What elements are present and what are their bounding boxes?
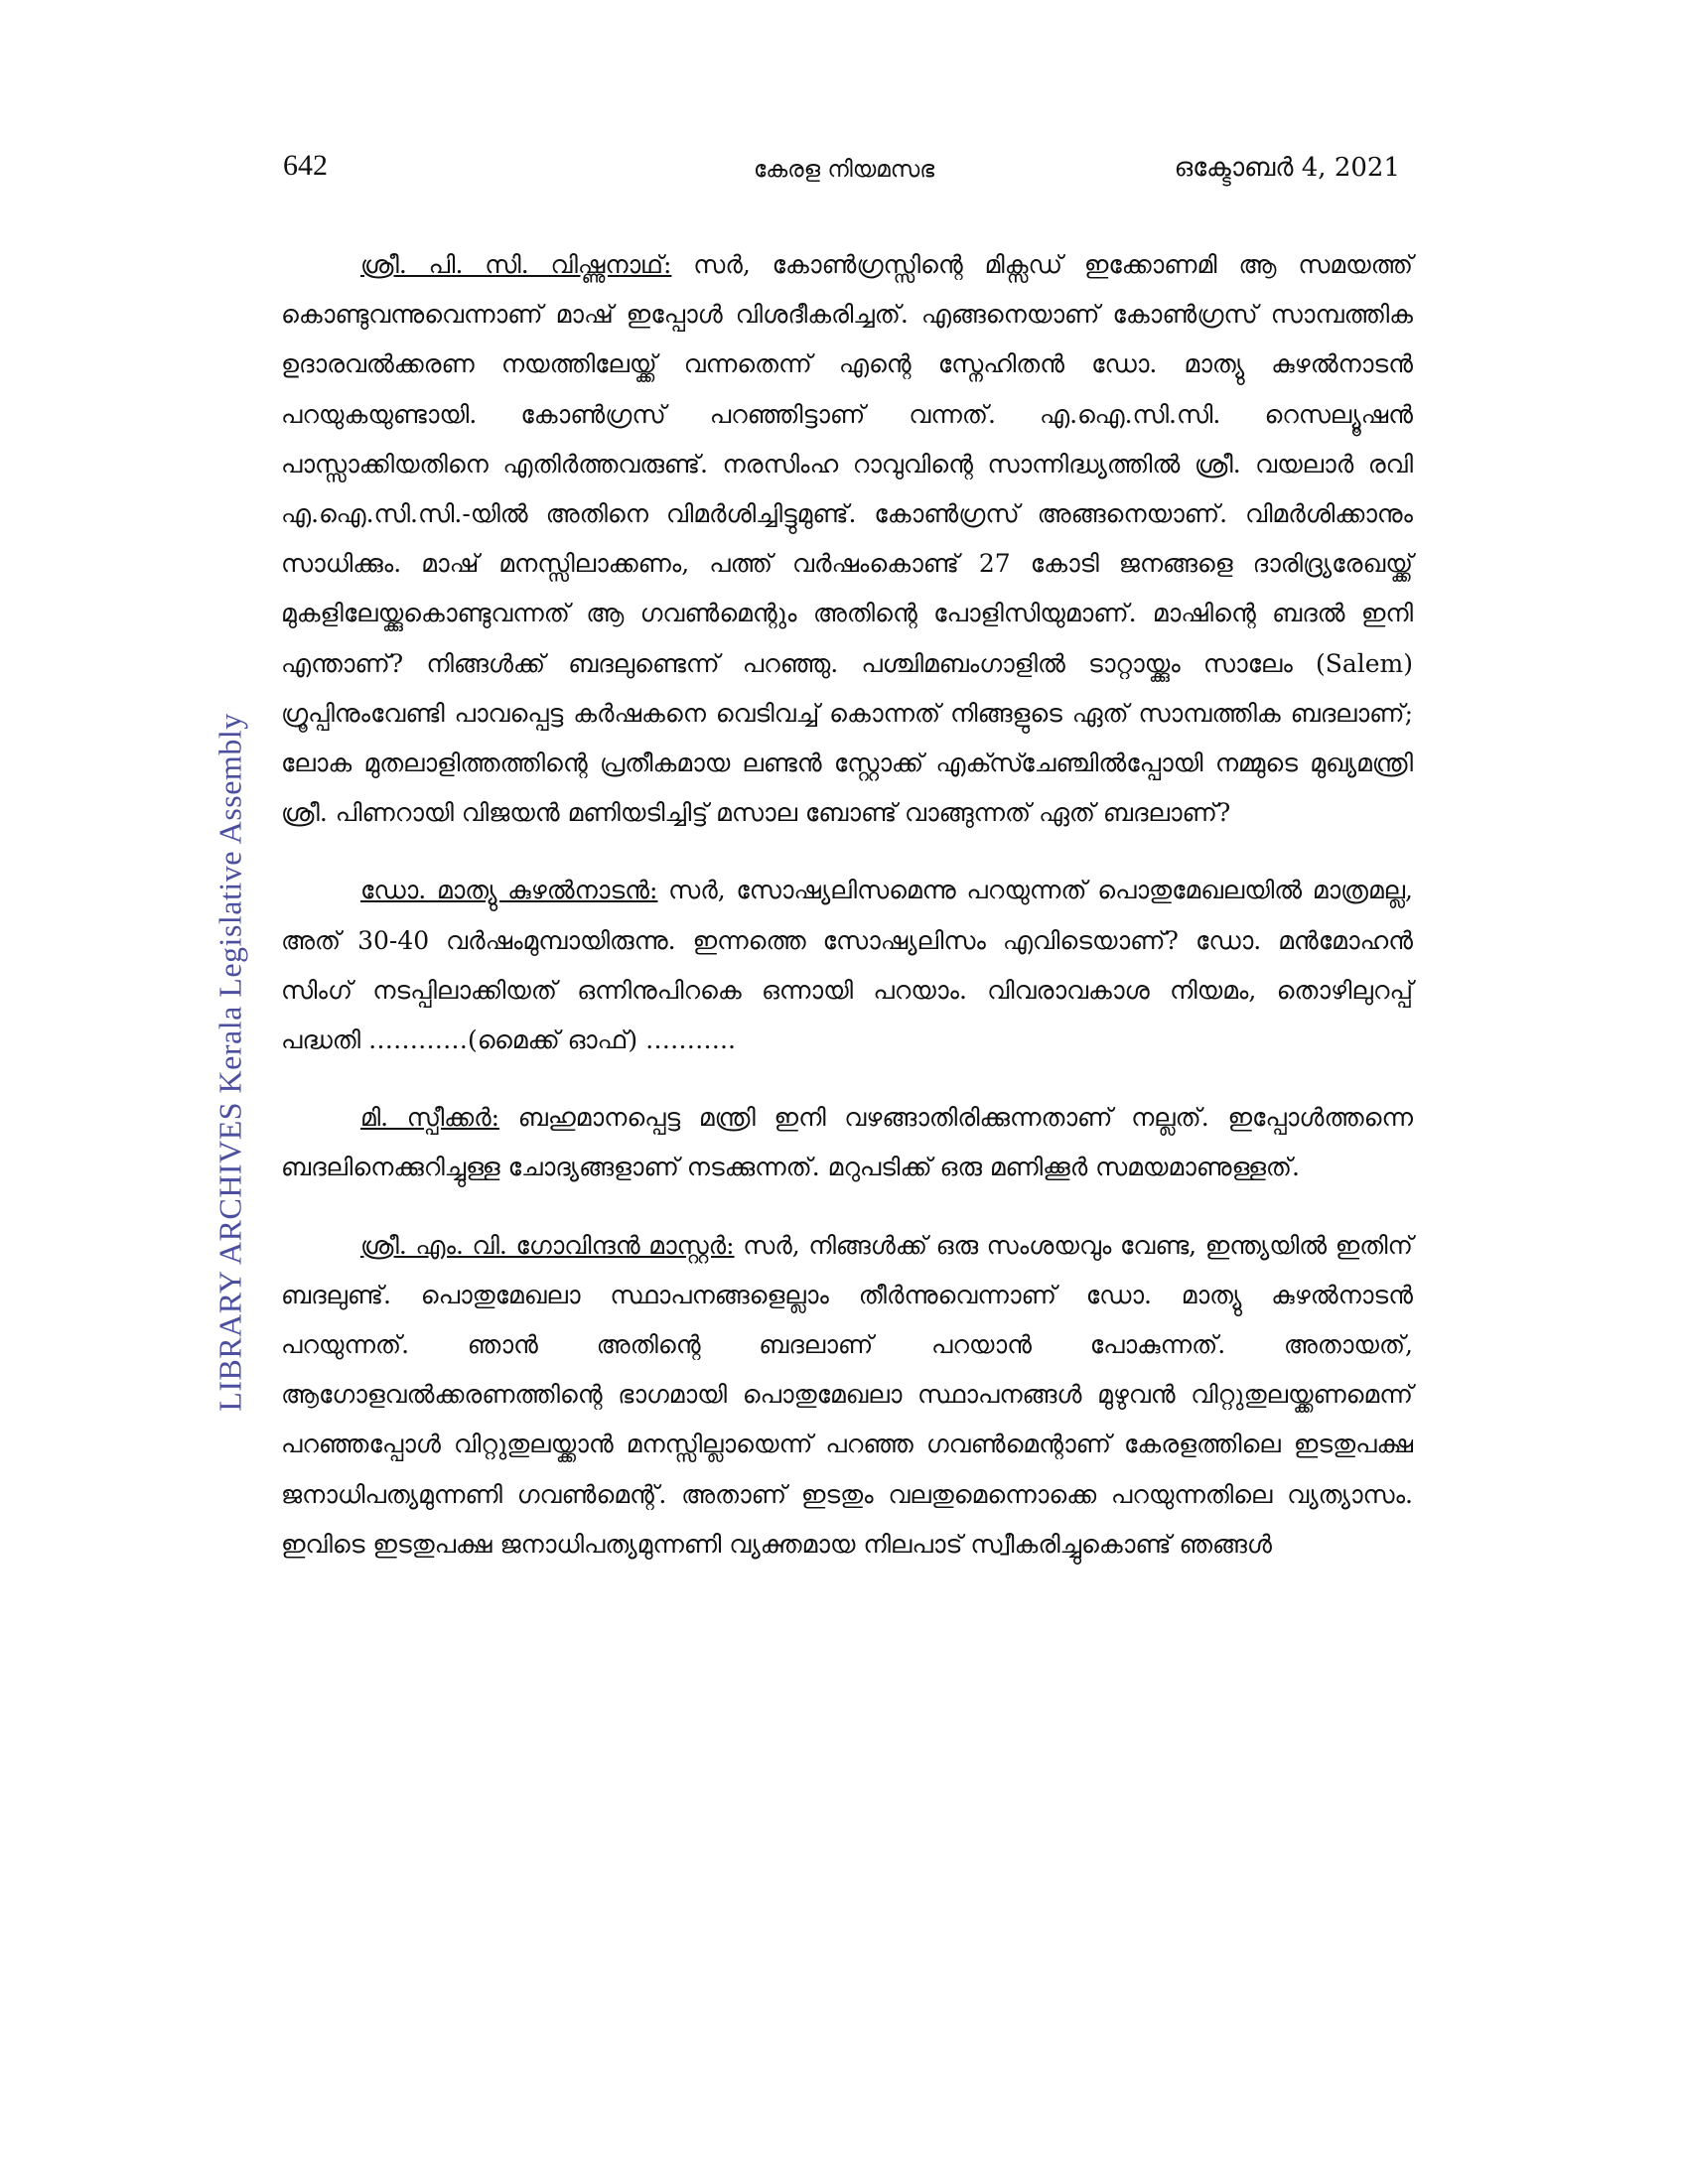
speech-text: സർ, നിങ്ങൾക്ക് ഒരു സംശയവും വേണ്ട, ഇന്ത്യയിൽ ഇതിന് ബദലുണ്ട്. പൊതുമേഖലാ സ്ഥാപനങ്ങളെല്ലാം തീർന്നുവെന്നാണ് ഡോ. മാത്യു കുഴൽനാടൻ പറയുന്നത്. ഞാൻ അതിന്റെ ബദലാണ് പറയാൻ പോകുന്നത്. അതായത്, ആഗോളവൽക്കരണത്തിന്റെ ഭാഗമായി പൊതുമേഖലാ സ്ഥാപനങ്ങൾ മുഴുവൻ വിറ്റുതുലയ്ക്കണമെന്ന് പറഞ്ഞപ്പോൾ വിറ്റുതുലയ്ക്കാൻ മനസ്സില്ലായെന്ന് പറഞ്ഞ ഗവൺമെന്റാണ് കേരളത്തിലെ ഇടതുപക്ഷ ജനാധിപത്യമുന്നണി ഗവൺമെന്റ്. അതാണ് ഇടതും വലതുമെന്നൊക്കെ പറയുന്നതിലെ വ്യത്യാസം. ഇവിടെ ഇടതുപക്ഷ ജനാധിപത്യമുന്നണി വ്യക്തമായ നിലപാട് സ്വീകരിച്ചുകൊണ്ട് ഞങ്ങൾ	[281, 1230, 1413, 1559]
running-title: കേരള നിയമസഭ	[753, 157, 935, 183]
speech-text: സർ, കോൺഗ്രസ്സിന്റെ മിക്സഡ് ഇക്കോണമി ആ സമയത്ത് കൊണ്ടുവന്നുവെന്നാണ് മാഷ് ഇപ്പോൾ വിശദീകരിച്ചത്. എങ്ങനെയാണ് കോൺഗ്രസ് സാമ്പത്തിക ഉദാരവൽക്കരണ നയത്തിലേയ്ക്ക് വന്നതെന്ന് എന്റെ സ്നേഹിതൻ ഡോ. മാത്യു കുഴൽനാടൻ പറയുകയുണ്ടായി. കോൺഗ്രസ് പറഞ്ഞിട്ടാണ് വന്നത്. എ.ഐ.സി.സി. റെസല്യൂഷൻ പാസ്സാക്കിയതിനെ എതിർത്തവരുണ്ട്. നരസിംഹ റാവുവിന്റെ സാന്നിദ്ധ്യത്തിൽ ശ്രീ. വയലാർ രവി എ.ഐ.സി.സി.-യിൽ അതിനെ വിമർശിച്ചിട്ടുമുണ്ട്. കോൺഗ്രസ് അങ്ങനെയാണ്. വിമർശിക്കാനും സാധിക്കും. മാഷ് മനസ്സിലാക്കണം, പത്ത് വർഷംകൊണ്ട് 27 കോടി ജനങ്ങളെ ദാരിദ്ര്യരേഖയ്ക്ക് മുകളിലേയ്ക്കുകൊണ്ടുവന്നത് ആ ഗവൺമെന്റും അതിന്റെ പോളിസിയുമാണ്. മാഷിന്റെ ബദൽ ഇനി എന്താണ്? നിങ്ങൾക്ക് ബദലുണ്ടെന്ന് പറഞ്ഞു. പശ്ചിമബംഗാളിൽ ടാറ്റായ്ക്കും സാലേം (Salem) ഗ്രൂപ്പിനുംവേണ്ടി പാവപ്പെട്ട കർഷകനെ വെടിവച്ച് കൊന്നത് നിങ്ങളുടെ ഏത് സാമ്പത്തിക ബദലാണ്; ലോക മുതലാളിത്തത്തിന്റെ പ്രതീകമായ ലണ്ടൻ സ്റ്റോക്ക് എക്സ്ചേഞ്ചിൽപ്പോയി നമ്മുടെ മുഖ്യമന്ത്രി ശ്രീ. പിണറായി വിജയൻ മണിയടിച്ചിട്ട് മസാല ബോണ്ട് വാങ്ങുന്നത് ഏത് ബദലാണ്?	[281, 250, 1413, 828]
proceedings-body	[281, 240, 1413, 1597]
page-date: ഒക്ടോബർ 4, 2021	[1174, 153, 1400, 183]
speech-text: ബഹുമാനപ്പെട്ട മന്ത്രി ഇനി വഴങ്ങാതിരിക്കുന്നതാണ് നല്ലത്. ഇപ്പോൾത്തന്നെ ബദലിനെക്കുറിച്ചുള്ള ചോദ്യങ്ങളാണ് നടക്കുന്നത്. മറുപടിക്ക് ഒരു മണിക്കൂർ സമയമാണുള്ളത്.	[281, 1103, 1413, 1182]
speaker-name: മി. സ്പീക്കർ:	[360, 1103, 500, 1133]
library-archives-watermark: LIBRARY ARCHIVES Kerala Legislative Assembly	[211, 713, 248, 1412]
speech-text: സർ, സോഷ്യലിസമെന്നു പറയുന്നത് പൊതുമേഖലയിൽ മാത്രമല്ല, അത് 30-40 വർഷംമുമ്പായിരുന്നു. ഇന്നത്തെ സോഷ്യലിസം എവിടെയാണ്? ഡോ. മൻമോഹൻ സിംഗ് നടപ്പിലാക്കിയത് ഒന്നിനുപിറകെ ഒന്നായി പറയാം. വിവരാവകാശ നിയമം, തൊഴിലുറപ്പ് പദ്ധതി …………(മൈക്ക് ഓഫ്) ………..	[281, 876, 1413, 1055]
speech-paragraph	[281, 866, 1413, 1065]
speaker-name: ശ്രീ. എം. വി. ഗോവിന്ദൻ മാസ്റ്റർ:	[360, 1230, 735, 1260]
speaker-name: ഡോ. മാത്യു കുഴൽനാടൻ:	[360, 876, 658, 905]
speech-paragraph	[281, 240, 1413, 838]
speech-paragraph	[281, 1093, 1413, 1192]
speaker-name: ശ്രീ. പി. സി. വിഷ്ണുനാഥ്:	[360, 250, 672, 279]
page-number: 642	[283, 149, 328, 182]
speech-paragraph	[281, 1221, 1413, 1570]
